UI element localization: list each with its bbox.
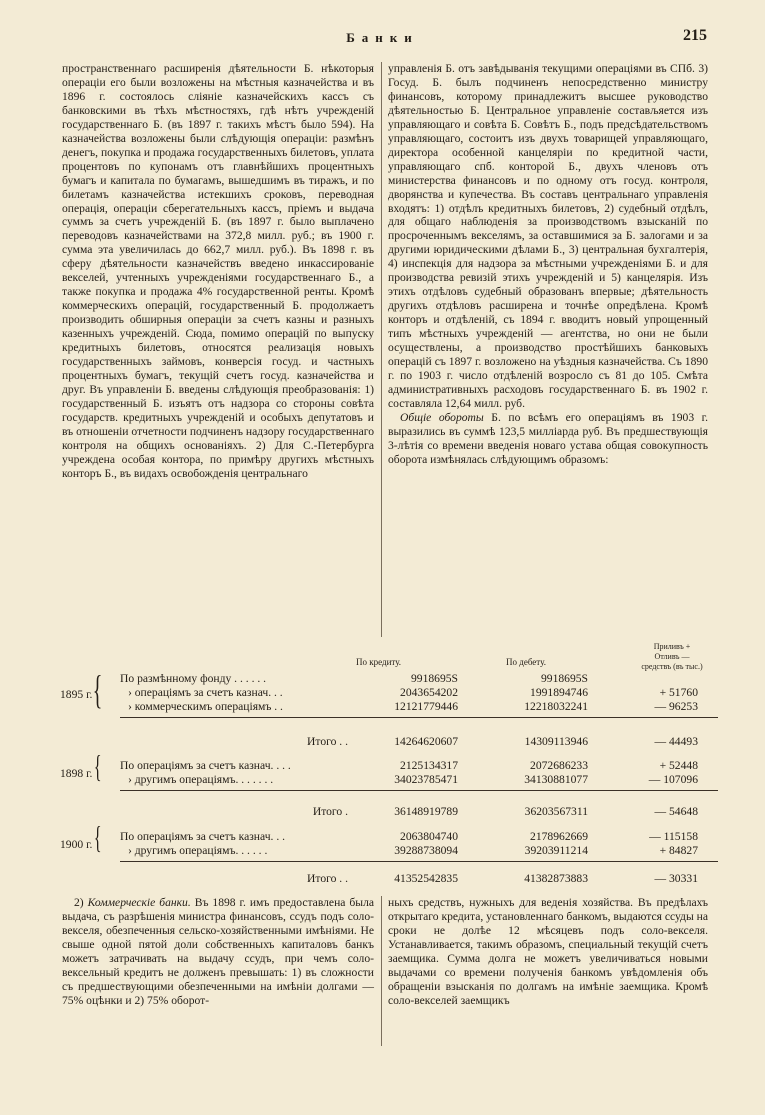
row-label: › другимъ операціямъ. . . . . . .	[128, 773, 274, 786]
difference-value: + 84827	[659, 844, 698, 857]
credit-value: 12121779446	[394, 700, 458, 713]
difference-value: — 96253	[654, 700, 698, 713]
brace: {	[93, 819, 102, 855]
left-column-top	[62, 62, 374, 481]
total-label: Итого .	[312, 805, 348, 818]
header-diff-1: Приливъ +	[653, 642, 691, 651]
row-label: По размѣнному фонду . . . . . .	[120, 672, 267, 685]
credit-total: 36148919789	[394, 805, 458, 818]
header-diff-3: средствъ (въ тыс.)	[641, 662, 703, 671]
difference-total: — 44493	[654, 735, 698, 748]
paragraph-text: Въ 1898 г. имъ предоставлена была выдача, съ разрѣшенія министра финансовъ, ссудъ подъ соло-векселя, обезпеченныя сельско-хозяйственными имѣніями. Не свыше одной пятой доли собственныхъ капиталовъ банкъ можетъ затрачивать на выдачу ссудъ, при чемъ соло-вексельный кредитъ не долженъ превышать: 1) въ сложности съ предшествующими обезпеченными на имѣніи долгами — 75% оцѣнки и 2) 75% оборот-	[62, 896, 375, 1007]
debit-total: 36203567311	[524, 805, 588, 818]
header-diff-2: Отливъ —	[654, 652, 690, 661]
year-label: 1900 г.	[60, 838, 93, 851]
credit-value: 39288738094	[394, 844, 458, 857]
column-rule-top	[381, 62, 382, 637]
paragraph: управленія Б. отъ завѣдыванія текущими операціями въ СПб. 3) Госуд. Б. былъ подчиненъ непосредственно министру финансовъ, которому принадлежитъ высшее руководство дѣятельностью Б. Центральное управленіе состављяется изъ управляющаго и совѣта Б. Совѣтъ Б., подъ предсѣдательствомъ управляющаго, состоитъ изъ двухъ товарищей управляющаго, директора особенной канцеляріи по кредитной части, управляющаго спб. конторой Б., двухъ членовъ отъ министерства финансовъ и по одному отъ госуд. контроля, дворянства и купечества. Въ составъ центральнаго управленія входятъ: 1) отдѣлъ кредитныхъ билетовъ, 2) судебный отдѣлъ, для общаго наблюденія за производствомъ взысканій по просроченнымъ векселямъ, за оставшимися за Б. залогами и за другими юридическими дѣлами Б., 3) центральная бухгалтерія, 4) инспекція для надзора за мѣстными учрежденіями Б. и для производства ревизій этихъ учрежденій и 5) канцелярія. Изъ этихъ отдѣловъ судебный образованъ впервые; дѣятельность другихъ отдѣловъ расширена и точнѣе опредѣлена. Кромѣ конторъ и отдѣленій, съ 1894 г. вводитъ новый упрощенный типъ мѣстныхъ учрежденій — агентства, но они не были осуществлены, а производство простѣйшихъ банковыхъ операцій съ 1897 г. возложено на уѣздныя казначейства. Съ 1890 г. по 1903 г. число отдѣленій возросло съ 81 до 105. Смѣта административныхъ расходовъ государственнаго Б. въ 1902 г. составляла 12,64 милл. руб.	[388, 62, 708, 410]
section-title: Общіе обороты	[400, 410, 484, 424]
difference-value: + 51760	[659, 686, 698, 699]
credit-total: 14264620607	[394, 735, 458, 748]
row-label: › другимъ операціямъ. . . . . .	[128, 844, 268, 857]
year-label: 1898 г.	[60, 767, 93, 780]
brace: {	[92, 667, 103, 712]
right-column-top	[388, 62, 708, 467]
year-label: 1895 г.	[60, 688, 93, 701]
right-column-bottom	[388, 896, 708, 1008]
total-rule	[120, 861, 718, 862]
difference-value: — 115158	[649, 830, 698, 843]
row-label: По операціямъ за счетъ казнач. . .	[120, 830, 286, 843]
total-rule	[120, 790, 718, 791]
debit-value: 34130881077	[524, 773, 588, 786]
debit-total: 41382873883	[524, 872, 588, 885]
paragraph-text: Б. по всѣмъ его операціямъ въ 1903 г. выразились въ суммѣ 123,5 миллiарда руб. Въ предшествующія 3-лѣтія со времени введенія новаго устава общая совокупность оборота измѣнялась слѣдующимъ образомъ:	[388, 410, 708, 466]
debit-total: 14309113946	[524, 735, 588, 748]
debit-value: 2178962669	[530, 830, 588, 843]
row-label: › коммерческимъ операціямъ . .	[128, 700, 283, 713]
total-label: Итого . .	[307, 735, 348, 748]
credit-value: 2125134317	[400, 759, 458, 772]
column-rule-bottom	[381, 896, 382, 1046]
page-number: 215	[683, 27, 707, 44]
total-rule	[120, 717, 718, 718]
paragraph: ныхъ средствъ, нужныхъ для веденія хозяйства. Въ предѣлахъ открытаго кредита, установленнаго банкомъ, выдаются ссуды на сроки не долѣе 12 мѣсяцевъ подъ соло-векселя. Устанавливается, такимъ образомъ, специальный текущій счетъ заемщика. Сумма долга не можетъ увеличиваться новыми выдачами со времени полученія банкомъ увѣдомленія объ обращеніи взысканія по долгамъ на имѣніе заемщика. Кромѣ соло-векселей заемщикъ	[388, 896, 708, 1007]
credit-value: 2063804740	[400, 830, 458, 843]
debit-value: 9918695S	[540, 672, 588, 685]
credit-value: 9918695S	[410, 672, 458, 685]
turnover-table	[58, 640, 718, 890]
credit-value: 2043654202	[400, 686, 458, 699]
paragraph	[62, 896, 374, 1008]
page-header	[0, 27, 765, 52]
header-debit: По дебету.	[506, 657, 546, 667]
header-difference	[620, 642, 724, 672]
difference-value: + 52448	[659, 759, 698, 772]
section-title: Коммерческіе банки.	[87, 896, 191, 909]
credit-total: 41352542835	[394, 872, 458, 885]
total-label: Итого . .	[307, 872, 348, 885]
row-label: По операціямъ за счетъ казнач. . . .	[120, 759, 291, 772]
difference-total: — 30331	[654, 872, 698, 885]
credit-value: 34023785471	[394, 773, 458, 786]
difference-total: — 54648	[654, 805, 698, 818]
debit-value: 2072686233	[530, 759, 588, 772]
paragraph: пространственнаго расширенія дѣятельности Б. нѣкоторыя операціи его были возложены на мѣстныя казначейства и въ 1896 г. состоялось сліяніе казначейскихъ кассъ съ банковскими въ тѣхъ мѣстностяхъ, гдѣ нѣтъ учрежденій государственнаго Б. (въ 1897 г. такихъ мѣстъ было 594). На казначейства возложены были слѣдующія операціи: размѣнъ денегъ, покупка и продажа государственныхъ билетовъ, уплата процентовъ по купонамъ отъ главнѣйшихъ процентныхъ бумагъ и капитала по бумагамъ, вышедшимъ въ тиражъ, и по билетамъ казначейства истекшихъ сроковъ, переводная операція, операціи сберегательныхъ кассъ, пріемъ и выдача суммъ за счетъ учрежденій Б. (въ 1897 г. было выплачено переводовъ казначействами на 372,8 милл. руб.; въ 1900 г. сумма эта увеличилась до 662,7 милл. руб.). Въ 1898 г. въ сферу дѣятельности казначействъ введено инкассированіе векселей, учтенныхъ учрежденіями государственнаго Б., а также покупка и продажа 4% государственной ренты. Кромѣ коммерческихъ операцій, государственный Б. продолжаетъ производить обширныя операціи за счетъ казны и разныхъ казенныхъ учрежденій. Сюда, помимо операцій по выпуску кредитныхъ билетовъ, относятся реализація новыхъ государственныхъ займовъ, конверсія госуд. и частныхъ процентныхъ бумагъ, текущій счетъ госуд. казначейства и друг. Въ управленіи Б. введены слѣдующія преобразованія: 1) государственный Б. изъятъ отъ надзора со стороны совѣта государств. кредитныхъ учрежденій и особыхъ депутатовъ и въ отношеніи отчетности подчиненъ надзору государственнаго контроля на общихъ основаніяхъ. 2) Для С.-Петербурга учреждена особая контора, по примѣру другихъ мѣстныхъ конторъ Б., въ видахъ освобожденія центральнаго	[62, 62, 374, 480]
debit-value: 12218032241	[524, 700, 588, 713]
paragraph	[388, 411, 708, 467]
row-label: › операціямъ за счетъ казнач. . .	[128, 686, 283, 699]
paragraph-number: 2)	[74, 896, 84, 909]
running-title: Банки	[346, 30, 419, 45]
brace: {	[93, 748, 102, 784]
debit-value: 39203911214	[524, 844, 588, 857]
header-credit: По кредиту.	[356, 657, 402, 667]
debit-value: 1991894746	[530, 686, 588, 699]
difference-value: — 107096	[648, 773, 698, 786]
left-column-bottom	[62, 896, 374, 1008]
